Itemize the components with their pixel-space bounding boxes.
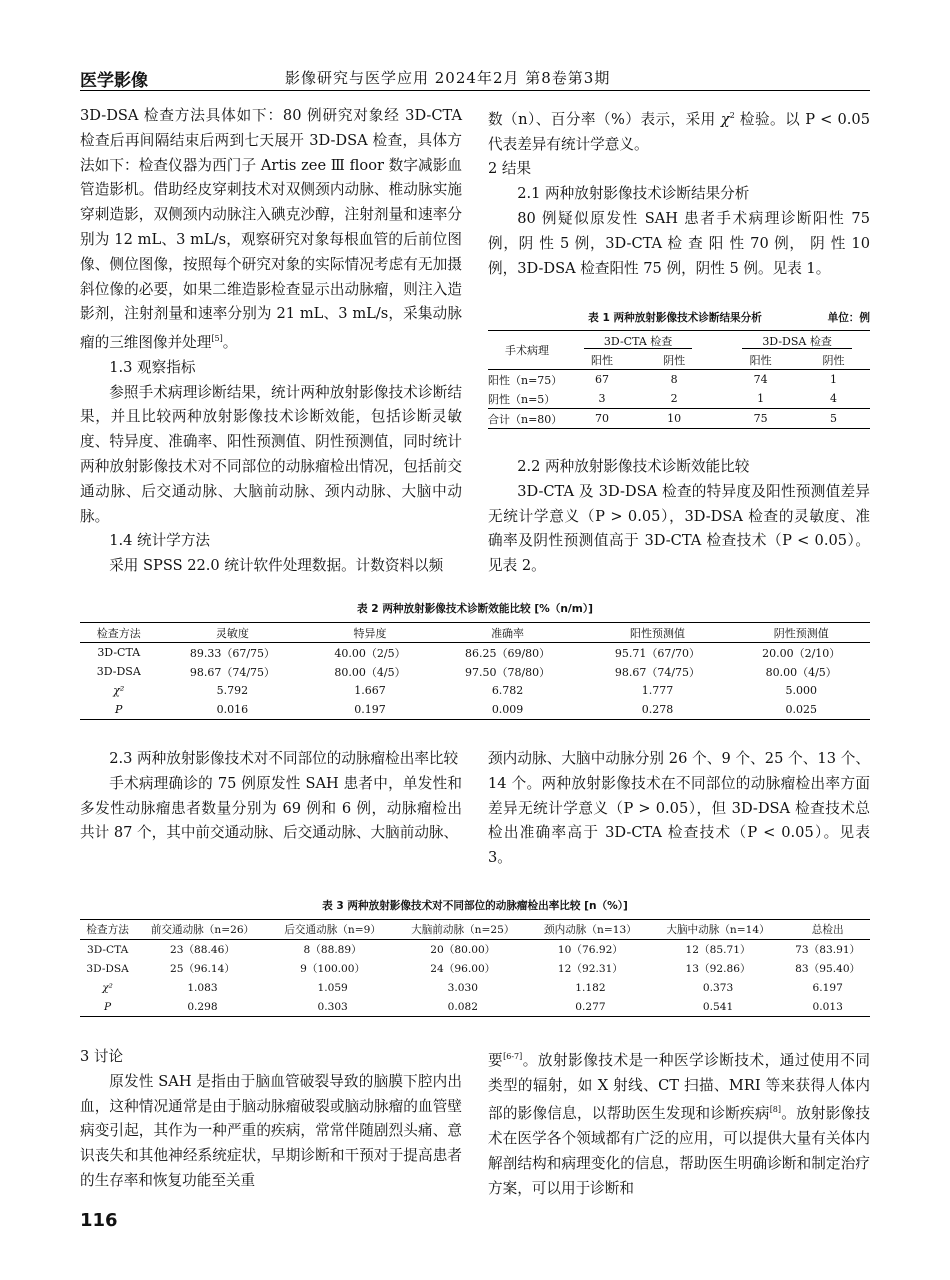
table2: 检查方法 灵敏度 特异度 准确率 阳性预测值 阴性预测值 3D-CTA 89.33（67/75） 40.00（2/5） 86.25（69/80） 95.71（67/70） 20.00（2/10） 3D-DSA 98.67（74/75） 80.00（4/5） 97.50（78/80） 98.67（74/75） 80.00（4/5） χ² 5.792 1.667 6.782 1.777 5.000 P 0.016 0.197 0.009 0.278 0.025 xyxy=(80,622,870,720)
results-paragraph-3: 手术病理确诊的 75 例原发性 SAH 患者中，单发性和多发性动脉瘤患者数量分别为 69 例和 6 例，动脉瘤检出共计 87 个，其中前交通动脉、后交通动脉、大脑前动脉、 xyxy=(80,774,462,842)
page-number: 116 xyxy=(80,1210,118,1231)
results-paragraph-1: 80 例疑似原发性 SAH 患者手术病理诊断阳性 75 例，阴 性 5 例，3D-CTA 检 查 阳 性 70 例， 阴 性 10 例，3D-DSA 检查阳性 75 例，阴性 5 例。见表 1。 xyxy=(488,210,870,277)
section-2-2: 2.2 两种放射影像技术诊断效能比较 xyxy=(517,458,750,475)
table-row: χ² 1.083 1.059 3.030 1.182 0.373 6.197 xyxy=(102,981,843,994)
ref-8: [8] xyxy=(769,1105,782,1115)
table2-caption: 表 2 两种放射影像技术诊断效能比较 [%（n/m）] xyxy=(357,603,593,615)
left-column-1 xyxy=(80,104,462,579)
page-header xyxy=(80,66,870,91)
t1-h-cta: 3D-CTA 检查 xyxy=(566,331,710,351)
table-row: 3D-DSA 98.67（74/75） 80.00（4/5） 97.50（78/80） 98.67（74/75） 80.00（4/5） xyxy=(96,665,837,679)
ref-6-7: [6-7] xyxy=(503,1052,523,1061)
t1-h-pos1: 阳性 xyxy=(591,353,614,367)
section-3: 3 讨论 xyxy=(80,1048,124,1065)
table-row: 阳性（n=75） 67 8 74 1 xyxy=(488,373,838,387)
method-paragraph: 3D-DSA 检查方法具体如下：80 例研究对象经 3D-CTA 检查后再间隔结束后两到七天展开 3D-DSA 检查，具体方法如下：检查仪器为西门子 Artis zee Ⅲ floor 数字减影血管造影机。借助经皮穿刺技术对双侧颈内动脉、椎动脉实施穿刺造影，双侧颈内动脉注入碘克沙醇，注射剂量和速率分别为 12 mL、3 mL/s，观察研究对象每根血管的后前位图像、侧位图像，按照每个研究对象的实际情况考虑有无加摄斜位像的必要，如果二维造影检查显示出动脉瘤，则注入造影剂，注射剂量和速率分别为 21 mL、3 mL/s，采集动脉瘤的三维图像并处理[5]。 xyxy=(80,107,462,352)
stats-paragraph: 采用 SPSS 22.0 统计软件处理数据。计数资料以频 xyxy=(109,557,444,575)
section-2: 2 结果 xyxy=(488,160,532,178)
table-row: 阴性（n=5） 3 2 1 4 xyxy=(488,392,838,406)
t1-h-pos2: 阳性 xyxy=(749,353,772,367)
results-paragraph-2: 3D-CTA 及 3D-DSA 检查的特异度及阳性预测值差异无统计学意义（P > 0.05），3D-DSA 检查的灵敏度、准确率及阴性预测值高于 3D-CTA 检查技术（P < 0.05）。见表 2。 xyxy=(488,482,870,575)
right-column-3 xyxy=(488,1045,870,1202)
t1-h-neg2: 阴性 xyxy=(822,353,845,367)
stats-paragraph-cont: 数（n）、百分率（%）表示，采用 $\chi^2$ 检验。以 P < 0.05 代表差异有统计学意义。 xyxy=(488,110,870,153)
t1-h-path: 手术病理 xyxy=(488,331,566,370)
table1 xyxy=(488,330,870,429)
table3: 检查方法 前交通动脉（n=26） 后交通动脉（n=9） 大脑前动脉（n=25） 颈内动脉（n=13） 大脑中动脉（n=14） 总检出 3D-CTA 23（88.46） 8（88.89） 20（80.00） 10（76.92） 12（85.71） 73（83.91） 3D-DSA 25（96.14） 9（100.00） 24（96.00） 12（92.31） 13（92.86） 83（95.40） χ² 1.083 1.059 3.030 1.182 0.373 6.197 P 0.298 0.303 0.082 0.277 0.541 0.013 xyxy=(80,919,870,1017)
right-column-1 xyxy=(488,104,870,281)
ref-5: [5] xyxy=(211,334,223,344)
left-column-2 xyxy=(80,747,462,846)
discussion-paragraph: 原发性 SAH 是指由于脑血管破裂导致的脑膜下腔内出血，这种情况通常是由于脑动脉瘤破裂或脑动脉瘤的血管壁病变引起，其作为一种严重的疾病，常常伴随剧烈头痛、意识丧失和其他神经系统症状，早期诊断和干预对于提高患者的生存率和恢复功能至关重 xyxy=(80,1072,462,1189)
right-column-2 xyxy=(488,747,870,871)
section-2-3: 2.3 两种放射影像技术对不同部位的动脉瘤检出率比较 xyxy=(109,750,459,767)
section-2-1: 2.1 两种放射影像技术诊断结果分析 xyxy=(517,185,750,203)
right-column-1b xyxy=(488,455,870,579)
results-paragraph-3-cont: 颈内动脉、大脑中动脉分别 26 个、9 个、25 个、13 个、14 个。两种放射影像技术在不同部位的动脉瘤检出率方面差异无统计学意义（P > 0.05），但 3D-DSA 检查技术总检出准确率高于 3D-CTA 检查技术（P < 0.05）。见表 3。 xyxy=(488,750,870,867)
observation-paragraph: 参照手术病理诊断结果，统计两种放射影像技术诊断结果，并且比较两种放射影像技术诊断效能，包括诊断灵敏度、特异度、准确率、阳性预测值、阴性预测值，同时统计两种放射影像技术对不同部位的动脉瘤检出情况，包括前交通动脉、后交通动脉、大脑前动脉、颈内动脉、大脑中动脉。 xyxy=(80,383,462,525)
table1-caption: 表 1 两种放射影像技术诊断结果分析 xyxy=(588,312,762,324)
left-column-3 xyxy=(80,1045,462,1194)
table-row: P 0.016 0.197 0.009 0.278 0.025 xyxy=(80,700,870,720)
section-1-4: 1.4 统计学方法 xyxy=(109,532,211,550)
table-row: 3D-CTA 23（88.46） 8（88.89） 20（80.00） 10（76.92） 12（85.71） 73（83.91） xyxy=(86,943,861,956)
section-1-3: 1.3 观察指标 xyxy=(109,358,196,376)
t1-h-neg1: 阴性 xyxy=(663,353,686,367)
table-row: P 0.298 0.303 0.082 0.277 0.541 0.013 xyxy=(80,997,870,1017)
issue-info: 影像研究与医学应用 2024年2月 第8卷第3期 xyxy=(285,69,611,87)
table3-caption: 表 3 两种放射影像技术对不同部位的动脉瘤检出率比较 [n（%）] xyxy=(322,900,628,912)
table-row: 合计（n=80） 70 10 75 5 xyxy=(488,409,870,429)
t1-h-dsa: 3D-DSA 检查 xyxy=(724,331,870,351)
journal-name: 医学影像 xyxy=(80,71,148,91)
discussion-paragraph-cont: 要[6-7]。放射影像技术是一种医学诊断技术，通过使用不同类型的辐射，如 X 射线、CT 扫描、MRI 等来获得人体内部的影像信息，以帮助医生发现和诊断疾病[8]。放射影像技术在医学各个领域都有广泛的应用，可以提供大量有关体内解剖结构和病理变化的信息，帮助医生明确诊断和制定治疗方案，可以用于诊断和 xyxy=(488,1051,870,1197)
table-row: 3D-DSA 25（96.14） 9（100.00） 24（96.00） 12（92.31） 13（92.86） 83（95.40） xyxy=(86,962,861,975)
table-row: 3D-CTA 89.33（67/75） 40.00（2/5） 86.25（69/80） 95.71（67/70） 20.00（2/10） xyxy=(97,646,841,660)
table-row: χ² 5.792 1.667 6.782 1.777 5.000 xyxy=(113,684,817,697)
table1-unit: 单位：例 xyxy=(827,312,870,324)
